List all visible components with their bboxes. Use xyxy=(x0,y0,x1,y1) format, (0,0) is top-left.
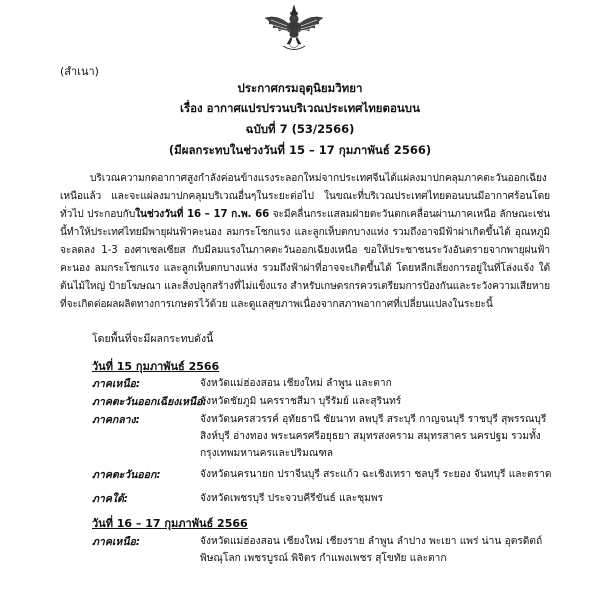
region-label: ภาคตะวันออก: xyxy=(92,469,161,481)
agency-title: ประกาศกรมอุตุนิยมวิทยา xyxy=(237,81,363,95)
region-label: ภาคตะวันออกเฉียงเหนือ: xyxy=(92,396,207,408)
body-part-2: จะมีคลื่นกระแสลมฝ่ายตะวันตกเคลื่อนผ่านภาคเหนือ ลักษณะเช่นนี้ทำให้ประเทศไทยมีพายุฝนฟ้าคะนอง ลมกระโชกแรง และลูกเห็บตกบางแห่ง รวมถึงอาจมีฟ้าผ่าเกิดขึ้นได้ อุณหภูมิจะลดลง 1-3 องศาเซลเซียส กับมีลมแรงในภาคตะวันออกเฉียงเหนือ ขอให้ประชาชนระวังอันตรายจากพายุฝนฟ้าคะนอง ลมกระโชกแรง และลูกเห็บตกบางแห่ง รวมถึงฟ้าผ่าที่อาจจะเกิดขึ้นได้ โดยหลีกเลี่ยงการอยู่ในที่โล่งแจ้ง ใต้ต้นไม้ใหญ่ ป้ายโฆษณา และสิ่งปลูกสร้างที่ไม่แข็งแรง สำหรับเกษตรกรควรเตรียมการป้องกันและระวังความเสียหายที่จะเกิดต่อผลผลิตทางการเกษตรไว้ด้วย และดูแลสุขภาพเนื่องจากสภาพอากาศที่เปลี่ยนแปลงในระยะนี้ xyxy=(60,209,551,310)
body-highlight: ในช่วงวันที่ 16 – 17 ก.พ. 66 xyxy=(135,209,270,220)
region-label: ภาคใต้: xyxy=(92,493,128,505)
region-provinces: จังหวัดเพชรบุรี ประจวบคีรีขันธ์ และชุมพร xyxy=(200,493,384,504)
region-provinces: จังหวัดนครสวรรค์ อุทัยธานี ชัยนาท ลพบุรี สระบุรี กาญจนบุรี ราชบุรี สุพรรณบุรี สิงห์บุรี อ่างทอง พระนครศรีอยุธยา สมุทรสงคราม สมุทรสาคร นครปฐม รวมทั้งกรุงเทพมหานครและปริมณฑล xyxy=(200,414,547,459)
issue-number: ฉบับที่ 7 (53/2566) xyxy=(245,122,355,136)
copy-label: (สำเนา) xyxy=(60,65,99,78)
region-provinces: จังหวัดแม่ฮ่องสอน เชียงใหม่ ลำพูน และตาก xyxy=(200,378,392,389)
announcement-body xyxy=(60,170,550,314)
subject-line: เรื่อง อากาศแปรปรวนบริเวณประเทศไทยตอนบน xyxy=(180,101,420,115)
day-2-date: วันที่ 16 – 17 กุมภาพันธ์ 2566 xyxy=(92,517,248,530)
garuda-emblem-icon xyxy=(261,4,327,54)
region-provinces: จังหวัดชัยภูมิ นครราชสีมา บุรีรัมย์ และสุรินทร์ xyxy=(200,396,402,407)
affected-areas-intro: โดยพื้นที่จะมีผลกระทบดังนี้ xyxy=(92,333,214,345)
body-part-1: บริเวณความกดอากาศสูงกำลังค่อนข้างแรงระลอกใหม่จากประเทศจีนได้แผ่ลงมาปกคลุมภาคตะวันออกเฉียงเหนือแล้ว และจะแผ่ลงมาปกคลุมบริเวณอื่นๆในระยะต่อไป ในขณะที่บริเวณประเทศไทยตอนบนมีอากาศร้อนโดยทั่วไป ประกอบกับ xyxy=(60,173,550,220)
day-1-date: วันที่ 15 กุมภาพันธ์ 2566 xyxy=(92,360,220,373)
region-provinces: จังหวัดแม่ฮ่องสอน เชียงใหม่ เชียงราย ลำพูน ลำปาง พะเยา แพร่ น่าน อุตรดิตถ์ พิษณุโลก เพชรบูรณ์ พิจิตร กำแพงเพชร สุโขทัย และตาก xyxy=(200,536,543,564)
region-provinces: จังหวัดนครนายก ปราจีนบุรี สระแก้ว ฉะเชิงเทรา ชลบุรี ระยอง จันทบุรี และตราด xyxy=(200,469,552,480)
effective-period: (มีผลกระทบในช่วงวันที่ 15 – 17 กุมภาพันธ์ 2566) xyxy=(168,143,432,157)
region-label: ภาคเหนือ: xyxy=(92,378,141,390)
region-label: ภาคกลาง: xyxy=(92,414,140,426)
region-label: ภาคเหนือ: xyxy=(92,536,141,548)
